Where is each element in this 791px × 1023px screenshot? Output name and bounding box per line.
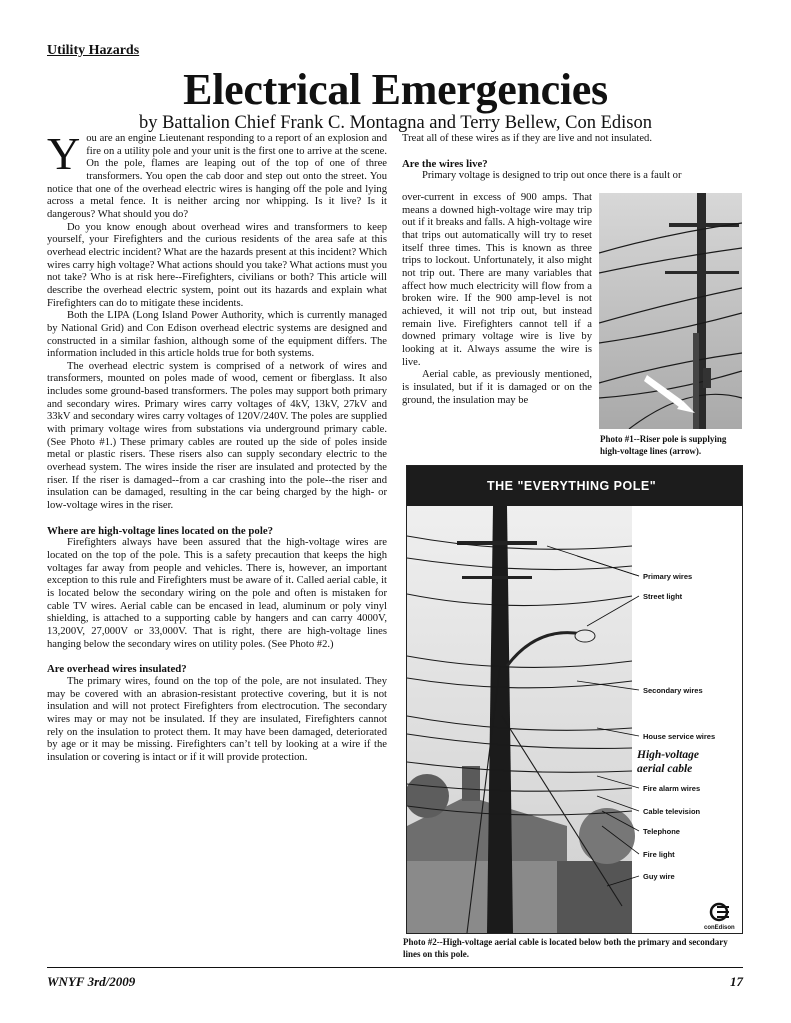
left-column <box>47 128 387 765</box>
photo-everything-pole <box>406 465 743 934</box>
paragraph: The overhead electric system is comprised of a network of wires and transformers, mounted on poles made of wood, cement or fiberglass. It also includes some ground-based transformers. The poles may support both primary and secondary wires. Primary wires carry voltages of 4kV, 13kV, 27kV and 33kV and secondary wires carry voltages of 120V/240V. The poles are supplied with primary voltage wires from substations via underground primary cable. (See Photo #1.) These primary cables are routed up the side of poles inside metal or plastic risers. These risers also can supply secondary electric to the overhead system. The wires inside the riser are insulated and protected by the riser. If the riser is damaged--from a car crashing into the pole--the riser and insulation can be damaged, resulting in the car being charged by the high- or low-voltage wires in the riser. <box>47 360 387 512</box>
byline: by Battalion Chief Frank C. Montagna and Terry Bellew, Con Edison <box>138 113 653 133</box>
section-label: Utility Hazards <box>47 43 140 58</box>
drop-cap: Y <box>47 128 81 179</box>
riser-pole-illustration <box>599 193 742 429</box>
label-secondary-wires: Secondary wires <box>643 686 703 695</box>
label-telephone: Telephone <box>643 827 680 836</box>
paragraph: Do you know enough about overhead wires and transformers to keep yourself, your Firefighters and the curious residents of the area safe at this overhead electric incident? What are the hazards present at this incident? Which wires carry high voltage? What actions should you take? What actions must you not take? Who is at risk here--Firefighters, civilians or both? This article will describe the overhead electric system, point out its hazards and explain what Firefighters can do to mitigate these incidents. <box>47 221 387 309</box>
paragraph: The primary wires, found on the top of the pole, are not insulated. They may be covered with an abrasion-resistant protective covering, but it is not insulation and will not protect Firefighters from electrocution. The secondary wires may or may not be insulated. If they are insulated, Firefighters cannot rely on the insulation to protect them. It may have been damaged, deteriorated by age or it may be missing. Firefighters can’t tell by looking at a wire if the insulation or covering is intact or if it will provide protection. <box>47 675 387 763</box>
subheading: Are overhead wires insulated? <box>47 663 187 676</box>
footer-divider <box>47 967 743 968</box>
paragraph: Treat all of these wires as if they are live and not insulated. <box>402 133 652 144</box>
photo2-banner: THE "EVERYTHING POLE" <box>487 479 657 493</box>
page-number: 17 <box>730 974 743 989</box>
right-column-narrow <box>402 192 592 407</box>
photo1-caption: Photo #1--Riser pole is supplying high-voltage lines (arrow). <box>600 434 727 456</box>
paragraph: Both the LIPA (Long Island Power Authority, which is currently managed by National Grid) and Con Edison overhead electric systems are designed and constructed in a similar fashion, although some of the equipment differs. The information included in this article holds true for both systems. <box>47 310 387 360</box>
subheading: Where are high-voltage lines located on the pole? <box>47 524 274 537</box>
everything-pole-illustration <box>407 466 742 933</box>
svg-text:conEdison: conEdison <box>704 925 735 931</box>
photo2-caption: Photo #2--High-voltage aerial cable is located below both the primary and secondary lines on this pole. <box>403 937 728 959</box>
intro-paragraph <box>47 128 387 222</box>
footer-issue: WNYF 3rd/2009 <box>47 974 136 989</box>
label-fire-alarm-wires: Fire alarm wires <box>643 784 701 793</box>
intro-text: ou are an engine Lieutenant responding to a report of an explosion and fire on a utility pole and your unit is the first one to arrive at the scene. On the pole, flames are leaping out of the top of one of three transformers. You open the cab door and step out onto the street. You notice that one of the overhead electric wires is hanging off the pole and lying across a metal fence. It is neither arcing nor whipping. Is it live? Is it dangerous? What should you do? <box>47 133 387 220</box>
callout-high-voltage: High-voltage <box>637 749 699 761</box>
photo-riser-pole <box>599 193 742 429</box>
label-street-light: Street light <box>643 592 683 601</box>
label-guy-wire: Guy wire <box>643 872 675 881</box>
paragraph: Firefighters always have been assured that the high-voltage wires are located on the top of the pole. This is a safety precaution that keeps the high voltages far away from people and vehicles. There is, however, an important exception to this rule and Firefighters must be aware of it. Called aerial cable, it is located below the secondary wiring on the pole and often is mistaken for cable TV wires. Aerial cable can be encased in lead, aluminum or poly vinyl shielding, is attached to a supporting cable by hangers and can carry 4000V, 13,200V, 27,000V or 33,000V. That is right, there are high-voltage lines hanging below the secondary wires on utility poles. (See Photo #2.) <box>47 537 387 650</box>
article-title: Electrical Emergencies <box>183 65 608 114</box>
label-house-service-wires: House service wires <box>643 732 716 741</box>
subheading: Are the wires live? <box>402 157 488 170</box>
label-fire-light: Fire light <box>643 850 675 859</box>
right-column-top <box>402 133 743 183</box>
callout-aerial-cable: aerial cable <box>637 763 693 775</box>
paragraph: Primary voltage is designed to trip out once there is a fault or <box>422 170 682 182</box>
label-primary-wires: Primary wires <box>643 572 693 581</box>
paragraph: Aerial cable, as previously mentioned, is insulated, but if it is damaged or on the ground, the insulation may be <box>402 369 592 406</box>
label-cable-television: Cable television <box>643 807 701 816</box>
paragraph: over-current in excess of 900 amps. That means a downed high-voltage wire may trip out if it breaks and falls. A high-voltage wire that trips out automatically will try to reset itself three times. This is known as three trips to lockout. Unfortunately, it also might not trip out. There are many variables that affect how much electricity will flow from a broken wire. If the 900 amp-level is not achieved, it will not trip out, but instead remain live. Firefighters cannot tell if a downed primary voltage wire is live by looking at it. Always assume the wire is live. <box>402 192 592 368</box>
